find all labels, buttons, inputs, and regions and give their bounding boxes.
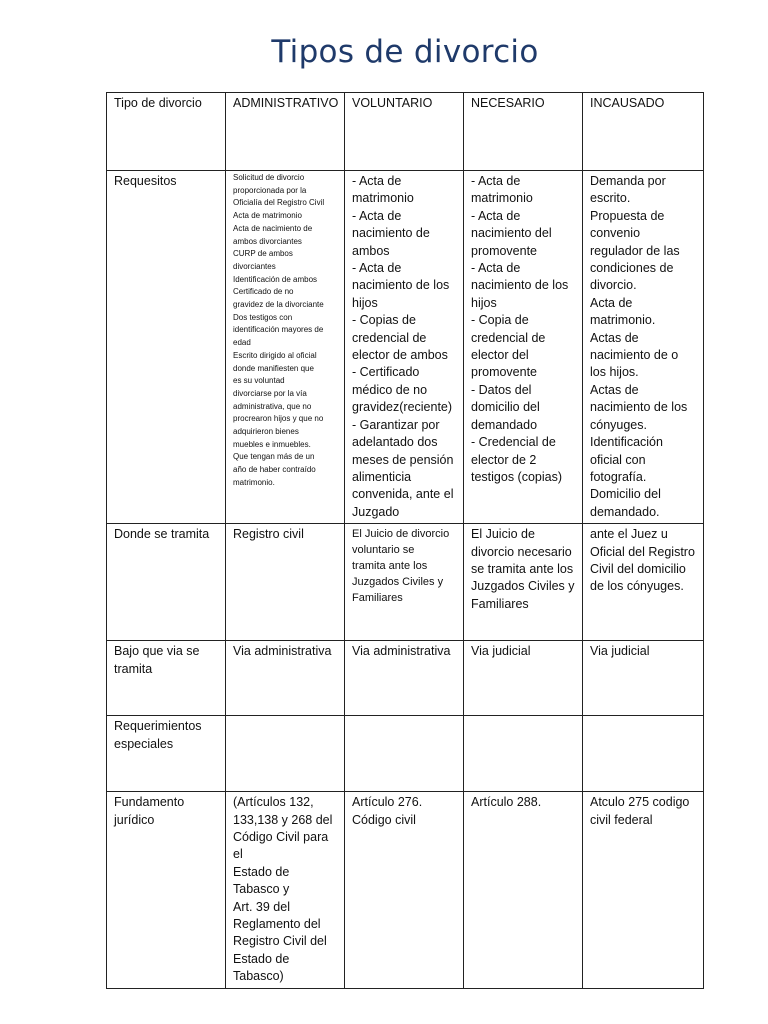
cell-necesario bbox=[464, 716, 583, 792]
cell-voluntario: - Acta de matrimonio - Acta de nacimiento de ambos - Acta de nacimiento de los hijos - Copias de credencial de elector de ambos - Certificado médico de no gravidez(reciente) - Garantizar por adelantado dos meses de pensión alimenticia convenida, ante el Juzgado bbox=[345, 171, 464, 524]
row-label: Donde se tramita bbox=[107, 524, 226, 641]
table-row-requerimientos-especiales bbox=[107, 716, 704, 792]
cell-incausado: ante el Juez u Oficial del Registro Civil del domicilio de los cónyuges. bbox=[583, 524, 704, 641]
cell-voluntario bbox=[345, 716, 464, 792]
cell-administrativo: (Artículos 132, 133,138 y 268 del Código Civil para el Estado de Tabasco y Art. 39 del Reglamento del Registro Civil del Estado de Tabasco) bbox=[226, 792, 345, 988]
page-title: Tipos de divorcio bbox=[271, 34, 539, 70]
cell-administrativo: Registro civil bbox=[226, 524, 345, 641]
cell-necesario: Artículo 288. bbox=[464, 792, 583, 988]
table-row-fundamento-juridico bbox=[107, 792, 704, 988]
cell-incausado: Atculo 275 codigo civil federal bbox=[583, 792, 704, 988]
table-row-requesitos bbox=[107, 171, 704, 524]
row-label: Requesitos bbox=[107, 171, 226, 524]
cell-necesario: - Acta de matrimonio - Acta de nacimiento del promovente - Acta de nacimiento de los hijos - Copia de credencial de elector del promovente - Datos del domicilio del demandado - Credencial de elector de 2 testigos (copias) bbox=[464, 171, 583, 524]
cell-incausado bbox=[583, 716, 704, 792]
header-cell-tipo: Tipo de divorcio bbox=[107, 93, 226, 171]
cell-voluntario: Artículo 276. Código civil bbox=[345, 792, 464, 988]
header-cell-incausado: INCAUSADO bbox=[583, 93, 704, 171]
header-cell-administrativo: ADMINISTRATIVO bbox=[226, 93, 345, 171]
row-label: Fundamento jurídico bbox=[107, 792, 226, 988]
table-row-donde-se-tramita bbox=[107, 524, 704, 641]
row-label: Requerimientos especiales bbox=[107, 716, 226, 792]
cell-incausado: Via judicial bbox=[583, 641, 704, 716]
row-label: Bajo que via se tramita bbox=[107, 641, 226, 716]
cell-administrativo bbox=[226, 716, 345, 792]
table-header-row bbox=[107, 93, 704, 171]
cell-incausado: Demanda por escrito. Propuesta de convenio regulador de las condiciones de divorcio. Acta de matrimonio. Actas de nacimiento de o los hijos. Actas de nacimiento de los cónyuges. Identificación oficial con fotografía. Domicilio del demandado. bbox=[583, 171, 704, 524]
table-row-bajo-que-via bbox=[107, 641, 704, 716]
cell-necesario: Via judicial bbox=[464, 641, 583, 716]
cell-necesario: El Juicio de divorcio necesario se tramita ante los Juzgados Civiles y Familiares bbox=[464, 524, 583, 641]
header-cell-necesario: NECESARIO bbox=[464, 93, 583, 171]
cell-administrativo: Solicitud de divorcio proporcionada por la Oficialía del Registro Civil Acta de matrimonio Acta de nacimiento de ambos divorciantes CURP de ambos divorciantes Identificación de ambos Certificado de no gravidez de la divorciante Dos testigos con identificación mayores de edad Escrito dirigido al oficial donde manifiesten que es su voluntad divorciarse por la vía administrativa, que no procrearon hijos y que no adquirieron bienes muebles e inmuebles. Que tengan más de un año de haber contraído matrimonio. bbox=[226, 171, 345, 524]
header-cell-voluntario: VOLUNTARIO bbox=[345, 93, 464, 171]
cell-voluntario: Via administrativa bbox=[345, 641, 464, 716]
divorce-types-table bbox=[106, 92, 704, 989]
cell-administrativo: Via administrativa bbox=[226, 641, 345, 716]
cell-voluntario: El Juicio de divorcio voluntario se tramita ante los Juzgados Civiles y Familiares bbox=[345, 524, 464, 641]
